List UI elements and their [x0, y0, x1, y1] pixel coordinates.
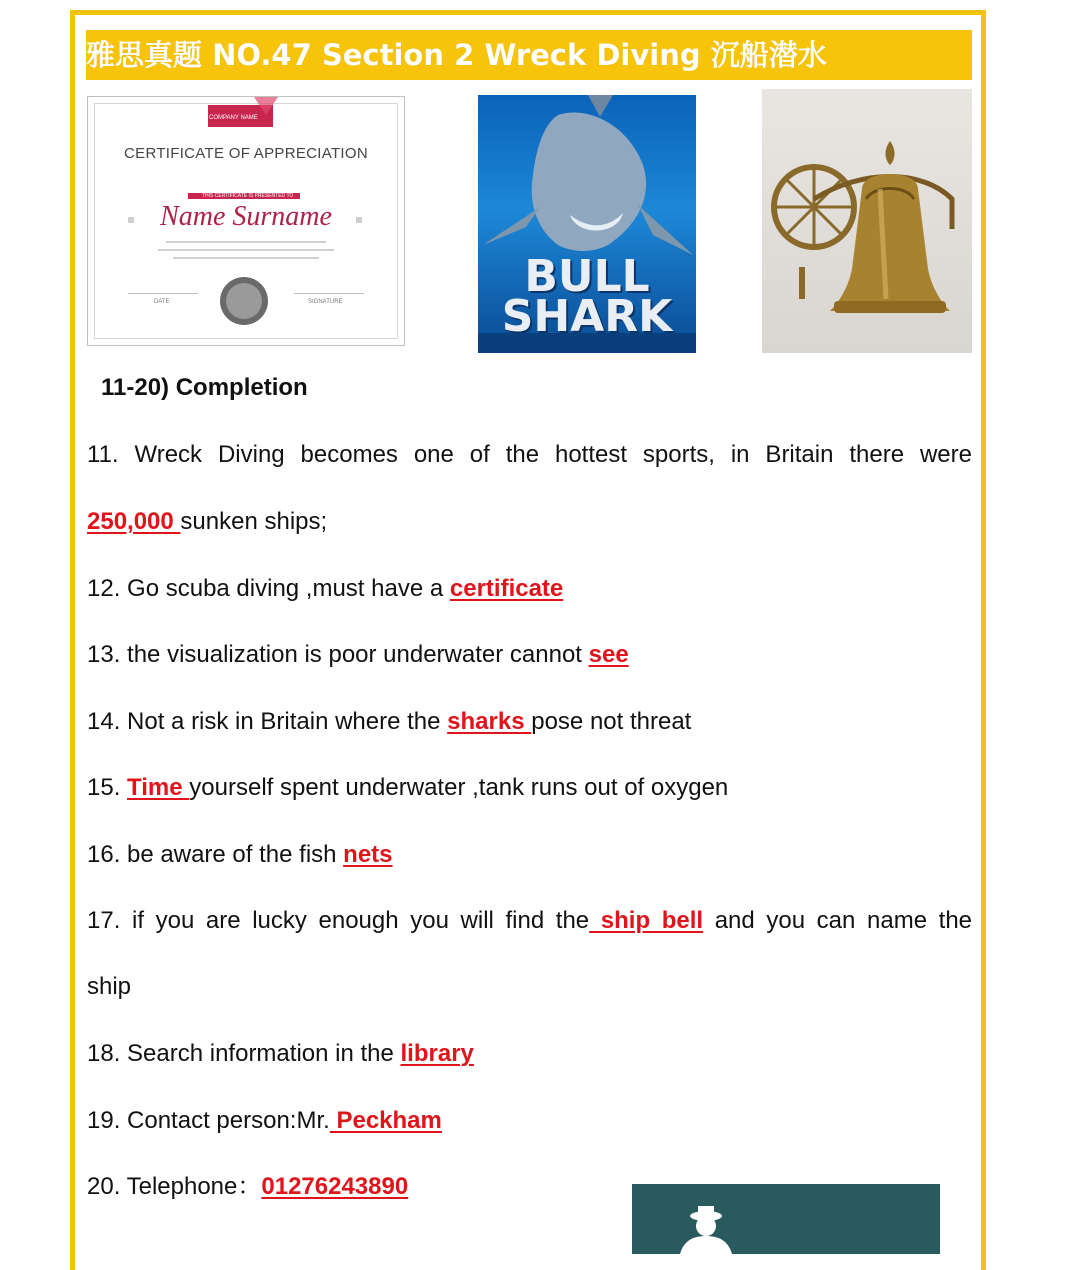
cert-presented: THIS CERTIFICATE IS PRESENTED TO — [202, 193, 294, 199]
ship-bell-icon — [762, 89, 972, 353]
question-text: 18. Search information in the — [87, 1040, 401, 1067]
answer-text: 01276243890 — [261, 1173, 409, 1200]
question-text: 19. Contact person:Mr. — [87, 1107, 330, 1134]
question-11-line2 — [87, 507, 972, 537]
question-text: pose not threat — [531, 708, 692, 735]
question-18 — [87, 1039, 972, 1069]
shark-title-line2: SHARK — [501, 291, 673, 342]
question-17-line2 — [87, 972, 972, 1002]
question-17-line1 — [87, 906, 972, 936]
cert-date-label: DATE — [154, 299, 170, 305]
answer-text: sharks — [447, 708, 532, 735]
question-text: yourself spent underwater ,tank runs out of oxygen — [189, 774, 729, 801]
answer-text: ship bell — [589, 907, 704, 934]
answer-text: 250,000 — [87, 508, 181, 535]
cert-signature-label: SIGNATURE — [308, 299, 343, 305]
shark-title-line1: BULL — [524, 251, 650, 302]
question-text: 14. Not a risk in Britain where the — [87, 708, 448, 735]
question-16 — [87, 840, 972, 870]
question-12 — [87, 574, 972, 604]
certificate-image — [87, 96, 405, 346]
page-title: 雅思真题 NO.47 Section 2 Wreck Diving 沉船潜水 — [86, 30, 972, 80]
ship-bell-image — [762, 89, 972, 353]
answer-text: Time — [127, 774, 190, 801]
question-text: 20. Telephone： — [87, 1173, 262, 1200]
cert-heading: CERTIFICATE OF APPRECIATION — [124, 145, 368, 162]
shark-book-image — [478, 95, 696, 353]
answer-text: nets — [343, 841, 393, 868]
question-15 — [87, 773, 972, 803]
question-text: 17. if you are lucky enough you will find the — [87, 907, 590, 934]
question-text: 12. Go scuba diving ,must have a — [87, 575, 450, 602]
question-text: 16. be aware of the fish — [87, 841, 344, 868]
question-text: 11. Wreck Diving becomes one of the hottest sports, in Britain there were — [87, 441, 972, 468]
cert-company: COMPANY NAME — [209, 115, 258, 121]
answer-text: see — [588, 641, 629, 668]
question-13 — [87, 640, 972, 670]
question-text: sunken ships; — [180, 508, 328, 535]
question-19 — [87, 1106, 972, 1136]
question-14 — [87, 707, 972, 737]
question-text: and you can name the — [703, 907, 973, 934]
question-11-line1 — [87, 440, 972, 470]
question-text: ship — [87, 973, 132, 1000]
question-text: 15. — [87, 774, 128, 801]
cert-name: Name Surname — [160, 201, 332, 232]
answer-text: library — [400, 1040, 474, 1067]
question-text: 13. the visualization is poor underwater cannot — [87, 641, 589, 668]
answer-text: certificate — [449, 575, 564, 602]
answer-text: Peckham — [329, 1107, 442, 1134]
section-heading: 11-20) Completion — [101, 374, 308, 401]
